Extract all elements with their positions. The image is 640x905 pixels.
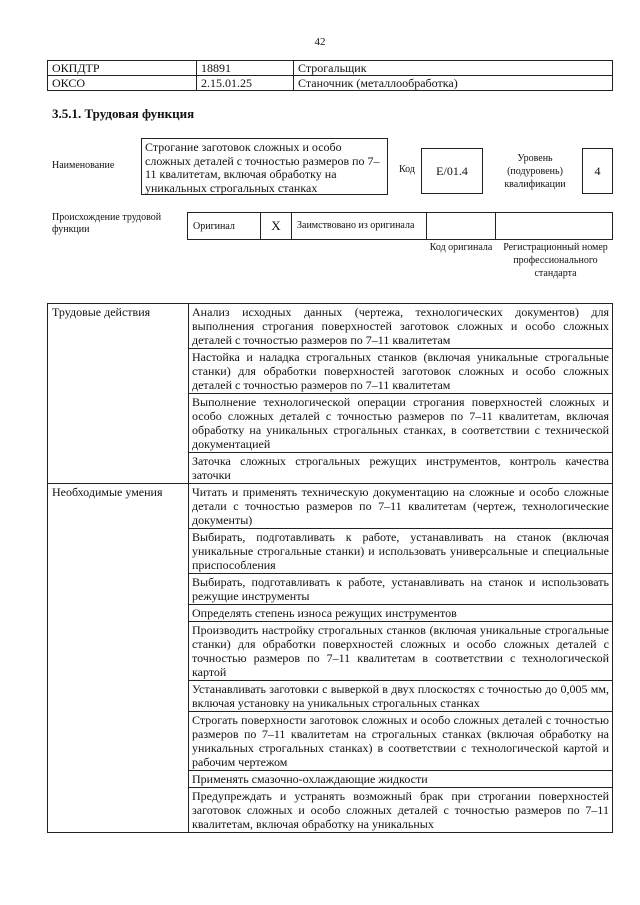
origin-table xyxy=(187,212,613,240)
skill-item: Производить настройку строгальных станков (включая уникальные строгальные станки) для обработки поверхностей сложных и особо сложных деталей с точностью размеров по 7–11 квалитетам в соответствии с технологической картой xyxy=(189,622,613,681)
skill-item: Применять смазочно-охлаждающие жидкости xyxy=(189,771,613,788)
skills-label: Необходимые умения xyxy=(48,484,189,833)
qualification-level-value: 4 xyxy=(594,163,601,178)
skill-item: Определять степень износа режущих инструментов xyxy=(189,605,613,622)
qualification-level-label: Уровень (подуровень) квалификации xyxy=(504,153,566,190)
table-row xyxy=(48,484,613,529)
skill-item: Строгать поверхности заготовок сложных и особо сложных деталей с точностью размеров по 7–11 квалитетам на строгальных станках (включая обработку на уникальных строгальных станках) в соответствии с технологической картой и рабочим чертежом xyxy=(189,712,613,771)
labor-action-item: Настойка и наладка строгальных станков (включая уникальные строгальные станки) для обработки поверхностей заготовок сложных и особо сложных деталей с точностью размеров по 7–11 квалитетам xyxy=(189,349,613,394)
function-code-value: E/01.4 xyxy=(436,163,468,178)
original-mark: X xyxy=(261,213,292,240)
classifier-name: ОКСО xyxy=(48,76,197,91)
original-label: Оригинал xyxy=(188,213,261,240)
labor-action-item: Анализ исходных данных (чертежа, технологических документов) для выполнения строгания поверхностей заготовок сложных и особо сложных деталей с точностью размеров по 7–11 квалитетам xyxy=(189,304,613,349)
skill-item: Читать и применять техническую документацию на сложные и особо сложные детали с точностью размеров по 7–11 квалитетам (чертеж, технологические документы) xyxy=(189,484,613,529)
labor-actions-label: Трудовые действия xyxy=(48,304,189,484)
skill-item: Устанавливать заготовки с выверкой в двух плоскостях с точностью до 0,005 мм, включая установку на уникальных строгальных станках xyxy=(189,681,613,712)
classifier-codes-table xyxy=(47,60,613,91)
name-label: Наименование xyxy=(52,160,115,171)
table-row xyxy=(48,304,613,349)
table-row xyxy=(188,213,613,240)
skill-item: Выбирать, подготавливать к работе, устанавливать на станок (включая уникальные строгальные станки) и использовать универсальные и специальные приспособления xyxy=(189,529,613,574)
origin-code-caption: Код оригинала xyxy=(429,242,493,253)
table-row xyxy=(48,61,613,76)
skill-item: Выбирать, подготавливать к работе, устанавливать на станок и использовать режущие инструменты xyxy=(189,574,613,605)
classifier-name: ОКПДТР xyxy=(48,61,197,76)
classifier-code: 2.15.01.25 xyxy=(197,76,294,91)
origin-code-cell xyxy=(427,213,496,240)
section-title: 3.5.1. Трудовая функция xyxy=(52,106,195,121)
function-name: Строгание заготовок сложных и особо сложных деталей с точностью размеров по 7–11 квалитетам, включая обработку на уникальных строгальных станках xyxy=(141,138,388,195)
labor-action-item: Выполнение технологической операции строгания поверхностей сложных и особо сложных деталей с точностью размеров по 7–11 квалитетам, включая обработку на уникальных строгальных станках, в соответствии с технической документацией xyxy=(189,394,613,453)
skill-item: Предупреждать и устранять возможный брак при строгании поверхностей заготовок сложных и особо сложных деталей с точностью размеров по 7–11 квалитетам, включая обработку на уникальных xyxy=(189,788,613,833)
table-row xyxy=(48,76,613,91)
origin-reg-caption: Регистрационный номер профессионального стандарта xyxy=(503,242,608,279)
origin-label: Происхождение трудовой функции xyxy=(52,212,162,235)
page-number: 42 xyxy=(314,36,326,48)
origin-reg-cell xyxy=(496,213,613,240)
qualification-level xyxy=(582,148,613,194)
function-details-table xyxy=(47,303,613,833)
classifier-title: Станочник (металлообработка) xyxy=(294,76,613,91)
classifier-code: 18891 xyxy=(197,61,294,76)
function-code xyxy=(421,148,483,194)
labor-action-item: Заточка сложных строгальных режущих инструментов, контроль качества заточки xyxy=(189,453,613,484)
code-label: Код xyxy=(399,164,415,175)
classifier-title: Строгальщик xyxy=(294,61,613,76)
borrowed-label: Заимствовано из оригинала xyxy=(292,213,427,240)
page-bottom-margin xyxy=(0,880,640,905)
